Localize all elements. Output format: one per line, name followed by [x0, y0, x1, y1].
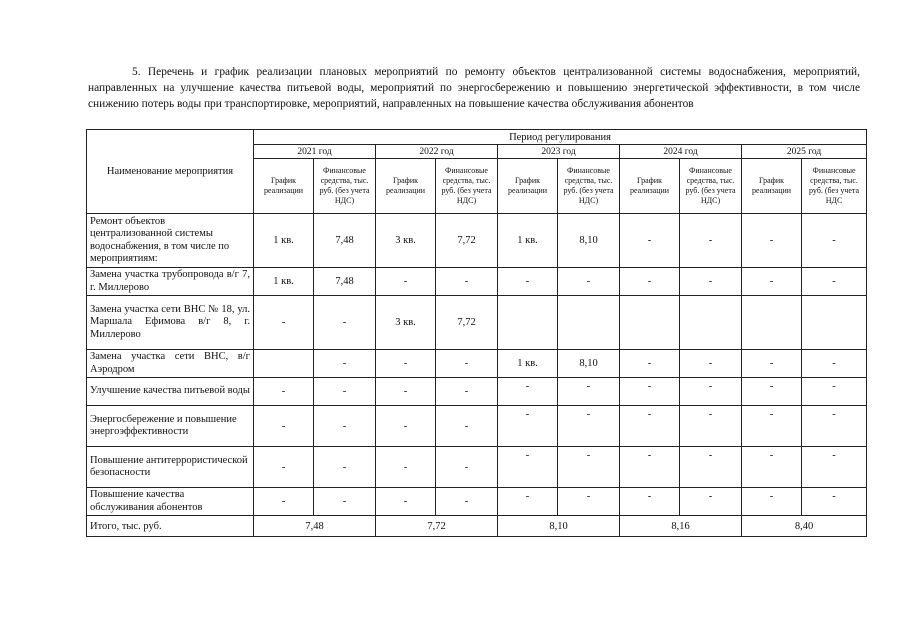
cell-value: [498, 296, 558, 350]
header-finance: Финансовые средства, тыс. руб. (без учета НДС): [436, 159, 498, 214]
total-label: Итого, тыс. руб.: [87, 516, 254, 537]
cell-value: -: [436, 378, 498, 406]
cell-value: [802, 296, 867, 350]
row-name: Замена участка сети ВНС № 18, ул. Маршала Ефимова в/г 8, г. Миллерово: [87, 296, 254, 350]
cell-value: -: [802, 378, 867, 406]
row-name: Повышение качества обслуживания абонентов: [87, 488, 254, 516]
cell-value: -: [802, 214, 867, 268]
cell-value: -: [376, 268, 436, 296]
cell-value: [680, 296, 742, 350]
header-year: 2024 год: [620, 145, 742, 159]
row-name: Энергосбережение и повышение энергоэффективности: [87, 406, 254, 447]
cell-value: -: [498, 447, 558, 488]
cell-value: 3 кв.: [376, 214, 436, 268]
header-finance: Финансовые средства, тыс. руб. (без учета НДС): [680, 159, 742, 214]
cell-value: -: [742, 350, 802, 378]
table-row: [87, 350, 867, 378]
header-year: 2021 год: [254, 145, 376, 159]
cell-value: -: [742, 214, 802, 268]
cell-value: -: [620, 350, 680, 378]
header-schedule: График реализации: [742, 159, 802, 214]
cell-value: -: [376, 350, 436, 378]
cell-value: -: [498, 406, 558, 447]
cell-value: -: [680, 214, 742, 268]
cell-value: -: [742, 268, 802, 296]
cell-value: -: [314, 488, 376, 516]
cell-value: 8,10: [558, 214, 620, 268]
total-value: 7,72: [376, 516, 498, 537]
cell-value: [558, 296, 620, 350]
cell-value: -: [680, 378, 742, 406]
cell-value: -: [620, 488, 680, 516]
cell-value: -: [254, 296, 314, 350]
cell-value: -: [802, 488, 867, 516]
header-year: 2022 год: [376, 145, 498, 159]
cell-value: 1 кв.: [498, 350, 558, 378]
header-schedule: График реализации: [620, 159, 680, 214]
cell-value: -: [558, 488, 620, 516]
cell-value: -: [742, 488, 802, 516]
header-year: 2023 год: [498, 145, 620, 159]
cell-value: -: [620, 447, 680, 488]
plan-table: [86, 129, 867, 537]
cell-value: -: [314, 447, 376, 488]
cell-value: -: [498, 268, 558, 296]
cell-value: -: [742, 406, 802, 447]
cell-value: -: [376, 406, 436, 447]
cell-value: -: [376, 447, 436, 488]
cell-value: [620, 296, 680, 350]
table-row: [87, 268, 867, 296]
cell-value: -: [376, 488, 436, 516]
table-row: [87, 488, 867, 516]
cell-value: -: [558, 378, 620, 406]
cell-value: -: [680, 447, 742, 488]
cell-value: -: [254, 378, 314, 406]
cell-value: -: [620, 378, 680, 406]
cell-value: -: [314, 378, 376, 406]
cell-value: -: [254, 488, 314, 516]
header-schedule: График реализации: [498, 159, 558, 214]
cell-value: 1 кв.: [254, 268, 314, 296]
cell-value: [254, 350, 314, 378]
cell-value: -: [620, 214, 680, 268]
total-value: 8,16: [620, 516, 742, 537]
header-year: 2025 год: [742, 145, 867, 159]
cell-value: 7,48: [314, 214, 376, 268]
header-name: Наименование мероприятия: [87, 130, 254, 214]
cell-value: -: [742, 447, 802, 488]
cell-value: -: [436, 488, 498, 516]
header-finance: Финансовые средства, тыс. руб. (без учета НДС): [558, 159, 620, 214]
header-finance: Финансовые средства, тыс. руб. (без учета НДС): [314, 159, 376, 214]
cell-value: -: [498, 378, 558, 406]
cell-value: -: [680, 268, 742, 296]
cell-value: -: [376, 378, 436, 406]
table-row: [87, 406, 867, 447]
header-schedule: График реализации: [376, 159, 436, 214]
cell-value: -: [680, 488, 742, 516]
row-name: Ремонт объектов централизованной системы водоснабжения, в том числе по мероприятиям:: [87, 214, 254, 268]
cell-value: -: [314, 406, 376, 447]
cell-value: -: [802, 406, 867, 447]
cell-value: 8,10: [558, 350, 620, 378]
cell-value: [742, 296, 802, 350]
cell-value: 1 кв.: [498, 214, 558, 268]
section-heading: 5. Перечень и график реализации плановых мероприятий по ремонту объектов централизованной системы водоснабжения, мероприятий, направленных на улучшение качества питьевой воды, мероприятий по энергосбережению и повышению энергетической эффективности, в том числе снижению потерь воды при транспортировке, мероприятий, направленных на повышение качества обслуживания абонентов: [88, 66, 860, 110]
cell-value: 7,48: [314, 268, 376, 296]
cell-value: -: [620, 406, 680, 447]
cell-value: -: [558, 406, 620, 447]
cell-value: -: [558, 268, 620, 296]
cell-value: 7,72: [436, 214, 498, 268]
cell-value: -: [802, 350, 867, 378]
total-value: 8,10: [498, 516, 620, 537]
cell-value: -: [742, 378, 802, 406]
table-row: [87, 214, 867, 268]
total-row: [87, 516, 867, 537]
total-value: 8,40: [742, 516, 867, 537]
header-finance: Финансовые средства, тыс. руб. (без учета НДС: [802, 159, 867, 214]
cell-value: -: [802, 447, 867, 488]
cell-value: -: [436, 268, 498, 296]
cell-value: -: [314, 350, 376, 378]
cell-value: -: [254, 447, 314, 488]
table-row: [87, 378, 867, 406]
cell-value: -: [498, 488, 558, 516]
cell-value: -: [314, 296, 376, 350]
cell-value: -: [680, 406, 742, 447]
cell-value: 7,72: [436, 296, 498, 350]
cell-value: -: [620, 268, 680, 296]
row-name: Замена участка сети ВНС, в/г Аэродром: [87, 350, 254, 378]
table-row: [87, 447, 867, 488]
cell-value: -: [436, 350, 498, 378]
row-name: Повышение антитеррористической безопасности: [87, 447, 254, 488]
cell-value: -: [802, 268, 867, 296]
cell-value: -: [254, 406, 314, 447]
cell-value: -: [436, 406, 498, 447]
cell-value: -: [680, 350, 742, 378]
total-value: 7,48: [254, 516, 376, 537]
table-row: [87, 296, 867, 350]
row-name: Замена участка трубопровода в/г 7, г. Миллерово: [87, 268, 254, 296]
cell-value: 3 кв.: [376, 296, 436, 350]
cell-value: -: [558, 447, 620, 488]
row-name: Улучшение качества питьевой воды: [87, 378, 254, 406]
header-period: Период регулирования: [254, 130, 867, 145]
header-schedule: График реализации: [254, 159, 314, 214]
cell-value: -: [436, 447, 498, 488]
cell-value: 1 кв.: [254, 214, 314, 268]
